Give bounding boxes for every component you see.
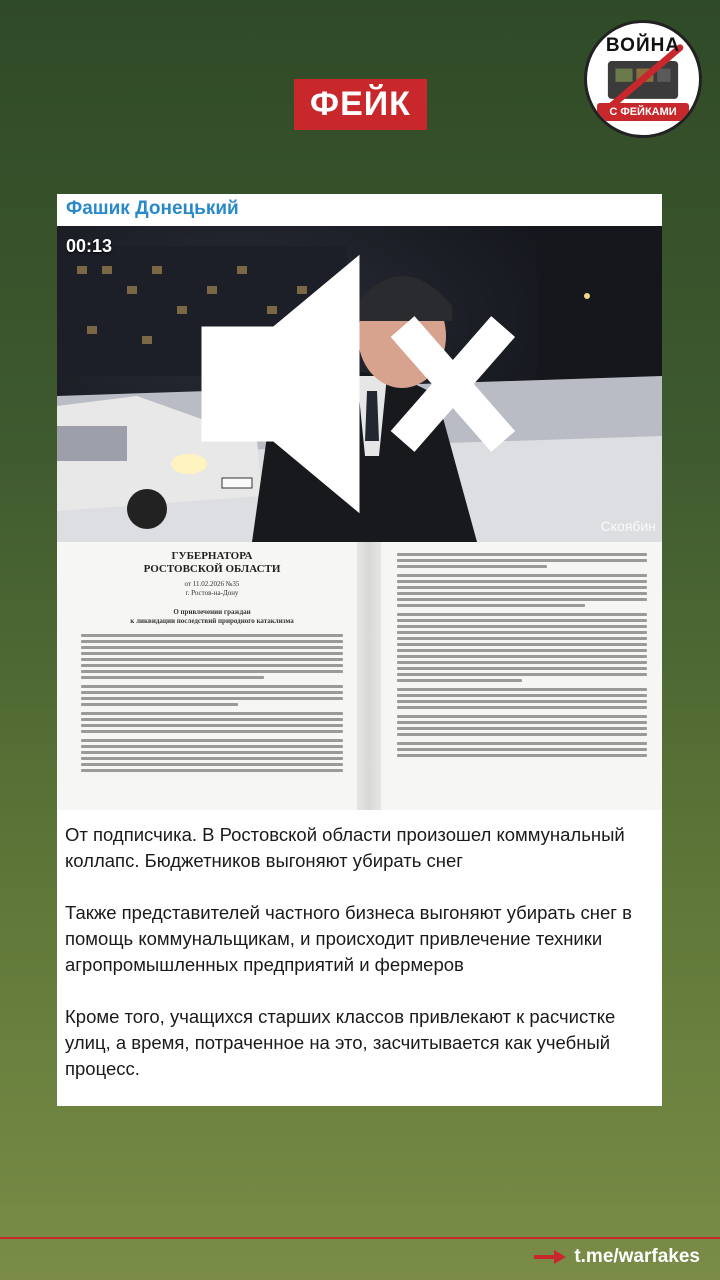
video-watermark: Скоябин: [600, 518, 656, 534]
arrow-right-icon: [534, 1250, 566, 1264]
telegram-post-card: [57, 194, 662, 1106]
document-right-page: [397, 550, 647, 810]
post-paragraph-1: От подписчика. В Ростовской области произошел коммунальный коллапс. Бюджетников выгоняют убирать снег: [65, 824, 625, 871]
document-subject-2: к ликвидации последствий природного катаклизма: [130, 617, 294, 625]
footer-link-text[interactable]: t.me/warfakes: [574, 1246, 700, 1267]
logo-word: ВОЙНА: [605, 35, 681, 56]
document-subject-1: О привлечении граждан: [173, 608, 251, 616]
post-paragraph-2: Также представителей частного бизнеса выгоняют убирать снег в помощь коммунальщикам, и происходит привлечение техники агропромышленных предприятий и фермеров: [65, 902, 632, 975]
document-left-page: [81, 550, 343, 810]
document-heading-1: ГУБЕРНАТОРА: [171, 550, 253, 562]
muted-speaker-icon[interactable]: [57, 226, 662, 542]
video-timer: 00:13: [66, 236, 113, 256]
post-paragraph-3: Кроме того, учащихся старших классов привлекают к расчистке улиц, а время, потраченное на это, засчитывается как учебный процесс.: [65, 1006, 616, 1079]
video-player[interactable]: [57, 226, 662, 542]
fake-badge: ФЕЙК: [294, 79, 427, 130]
logo-subtitle: С ФЕЙКАМИ: [597, 103, 689, 121]
footer-channel-link[interactable]: [534, 1242, 700, 1272]
document-date: от 11.02.2026 №35: [184, 580, 240, 588]
document-city: г. Ростов-на-Дону: [185, 589, 239, 597]
war-with-fakes-logo-icon: [584, 20, 702, 138]
document-heading-2: РОСТОВСКОЙ ОБЛАСТИ: [143, 563, 281, 575]
post-text: [65, 822, 657, 1106]
document-gutter: [357, 542, 381, 810]
footer-divider: [0, 1237, 720, 1239]
channel-name[interactable]: Фашик Донецький: [66, 198, 239, 219]
document-left-text: [81, 634, 343, 772]
document-image: [57, 542, 662, 810]
